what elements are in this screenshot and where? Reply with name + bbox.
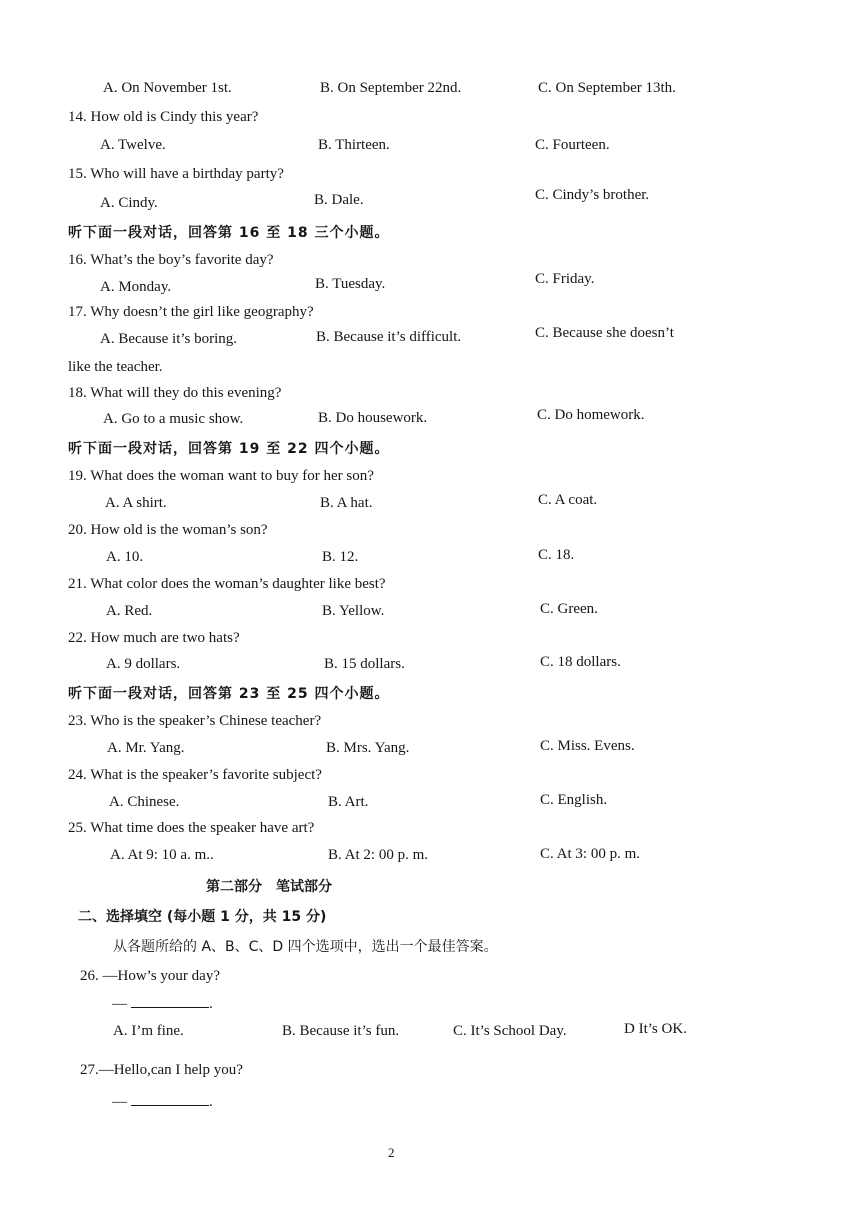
option-a: A. Go to a music show.	[103, 411, 244, 427]
option-c: C. English.	[540, 792, 608, 808]
option-b: B. Because it’s difficult.	[316, 329, 462, 345]
option-a: A. Twelve.	[100, 137, 166, 153]
option-a: A. Monday.	[100, 279, 172, 295]
listening-instruction: 听下面一段对话，回答第 16 至 18 三个小题。	[68, 225, 390, 241]
option-c: C. On September 13th.	[538, 80, 676, 96]
option-c: C. It’s School Day.	[453, 1023, 567, 1039]
option-c: C. Friday.	[535, 271, 595, 287]
question-21: 21. What color does the woman’s daughter like best?	[68, 576, 386, 592]
answer-dash: —	[112, 1094, 127, 1110]
option-b: B. At 2: 00 p. m.	[328, 847, 429, 863]
option-c: C. Green.	[540, 601, 598, 617]
option-b: B. Tuesday.	[315, 276, 386, 292]
question-23: 23. Who is the speaker’s Chinese teacher?	[68, 713, 322, 729]
option-c: C. Miss. Evens.	[540, 738, 635, 754]
page-number: 2	[388, 1145, 395, 1160]
option-b: B. Art.	[328, 794, 369, 810]
answer-blank[interactable]	[131, 1006, 209, 1008]
answer-blank[interactable]	[131, 1104, 209, 1106]
option-a: A. Mr. Yang.	[107, 740, 185, 756]
question-27: 27.—Hello,can I help you?	[80, 1062, 243, 1078]
option-a: A. 10.	[106, 549, 144, 565]
question-18: 18. What will they do this evening?	[68, 385, 282, 401]
section-heading: 二、选择填空 (每小题 1 分，共 15 分)	[78, 909, 327, 925]
option-a: A. 9 dollars.	[106, 656, 181, 672]
part-two-heading: 第二部分 笔试部分	[206, 879, 332, 895]
option-a: A. On November 1st.	[103, 80, 232, 96]
option-a: A. At 9: 10 a. m..	[110, 847, 214, 863]
option-b: B. Do housework.	[318, 410, 428, 426]
option-b: B. Dale.	[314, 192, 364, 208]
option-b: B. Because it’s fun.	[282, 1023, 400, 1039]
option-b: B. Thirteen.	[318, 137, 390, 153]
option-c: C. At 3: 00 p. m.	[540, 846, 641, 862]
option-b: B. Mrs. Yang.	[326, 740, 410, 756]
question-19: 19. What does the woman want to buy for her son?	[68, 468, 374, 484]
option-b: B. A hat.	[320, 495, 373, 511]
option-a: A. Cindy.	[100, 195, 158, 211]
option-a: A. Chinese.	[109, 794, 180, 810]
question-26: 26. —How’s your day?	[80, 968, 220, 984]
question-15: 15. Who will have a birthday party?	[68, 166, 284, 182]
option-a: A. Red.	[106, 603, 153, 619]
option-d: D It’s OK.	[624, 1021, 687, 1037]
question-25: 25. What time does the speaker have art?	[68, 820, 315, 836]
question-20: 20. How old is the woman’s son?	[68, 522, 268, 538]
answer-dash: —	[112, 996, 127, 1012]
option-c: C. A coat.	[538, 492, 598, 508]
listening-instruction: 听下面一段对话，回答第 23 至 25 四个小题。	[68, 686, 390, 702]
option-b: B. 12.	[322, 549, 359, 565]
option-b: B. On September 22nd.	[320, 80, 462, 96]
answer-line-26: — .	[112, 996, 213, 1012]
option-c: C. Cindy’s brother.	[535, 187, 650, 203]
option-b: B. 15 dollars.	[324, 656, 405, 672]
option-a: A. A shirt.	[105, 495, 167, 511]
option-b: B. Yellow.	[322, 603, 385, 619]
option-c: C. 18.	[538, 547, 575, 563]
question-16: 16. What’s the boy’s favorite day?	[68, 252, 274, 268]
question-17: 17. Why doesn’t the girl like geography?	[68, 304, 314, 320]
option-a: A. I’m fine.	[113, 1023, 184, 1039]
option-c: C. Because she doesn’t	[535, 325, 674, 341]
question-22: 22. How much are two hats?	[68, 630, 240, 646]
answer-line-27: — .	[112, 1094, 213, 1110]
section-instruction: 从各题所给的 A、B、C、D 四个选项中，选出一个最佳答案。	[113, 939, 498, 955]
option-c: C. Fourteen.	[535, 137, 610, 153]
question-14: 14. How old is Cindy this year?	[68, 109, 259, 125]
option-c: C. 18 dollars.	[540, 654, 621, 670]
question-24: 24. What is the speaker’s favorite subject?	[68, 767, 322, 783]
listening-instruction: 听下面一段对话，回答第 19 至 22 四个小题。	[68, 441, 390, 457]
option-c: C. Do homework.	[537, 407, 645, 423]
option-c-continuation: like the teacher.	[68, 359, 163, 375]
option-a: A. Because it’s boring.	[100, 331, 238, 347]
